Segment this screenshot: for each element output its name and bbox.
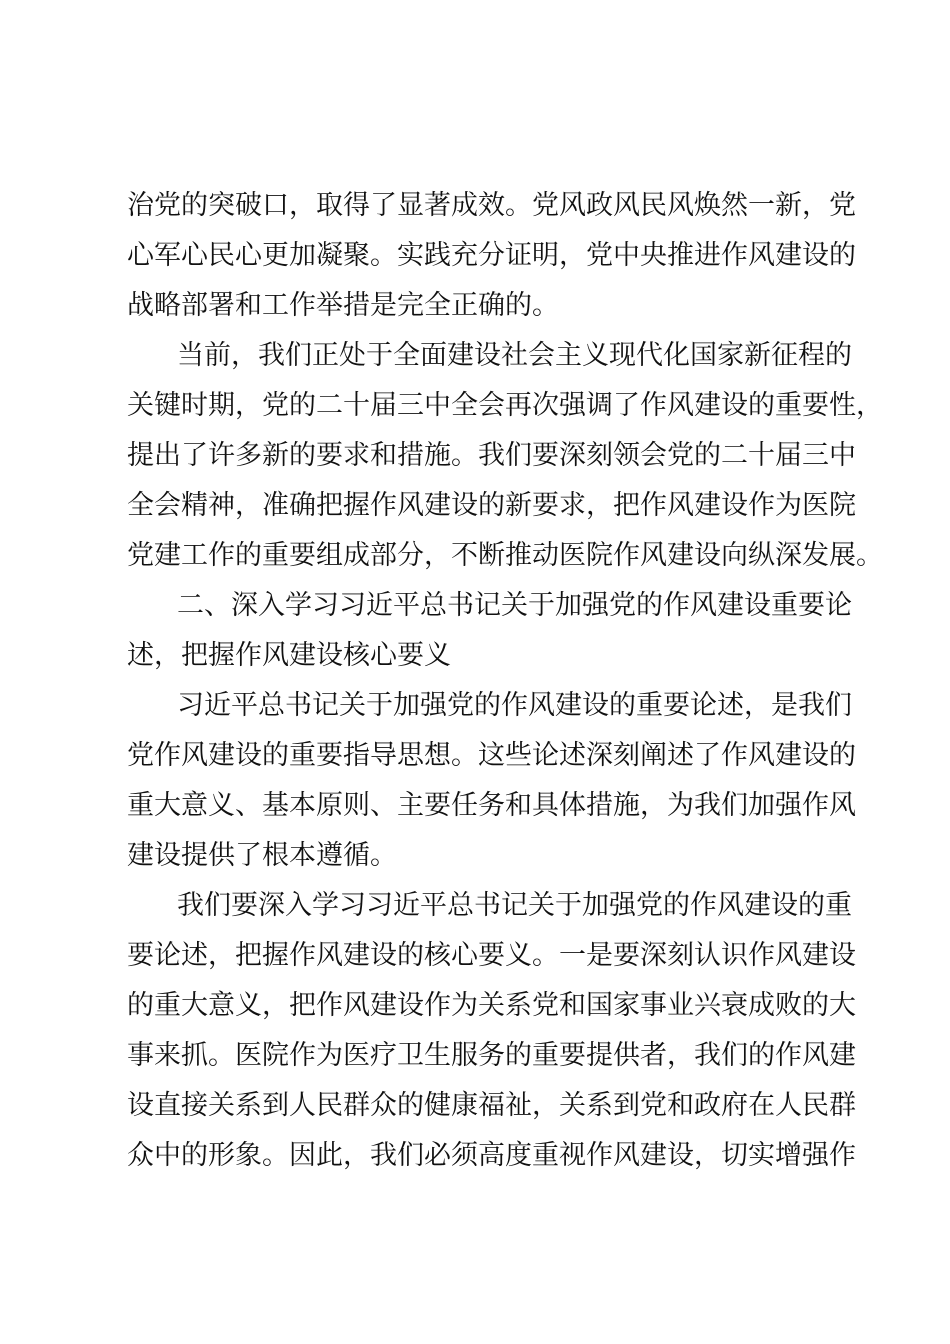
paragraph-start-line: 习近平总书记关于加强党的作风建设的重要论述，是我们 — [177, 690, 852, 721]
text-line: 要论述，把握作风建设的核心要义。一是要深刻认识作风建设 — [127, 940, 856, 971]
text-line: 心军心民心更加凝聚。实践充分证明，党中央推进作风建设的 — [127, 240, 856, 271]
paragraph-start-line: 当前，我们正处于全面建设社会主义现代化国家新征程的 — [177, 340, 852, 371]
text-line: 众中的形象。因此，我们必须高度重视作风建设，切实增强作 — [127, 1140, 856, 1171]
text-line: 事来抓。医院作为医疗卫生服务的重要提供者，我们的作风建 — [127, 1040, 856, 1071]
text-line: 治党的突破口，取得了显著成效。党风政风民风焕然一新，党 — [127, 190, 856, 221]
text-line: 提出了许多新的要求和措施。我们要深刻领会党的二十届三中 — [127, 440, 856, 471]
text-line: 重大意义、基本原则、主要任务和具体措施，为我们加强作风 — [127, 790, 856, 821]
section-heading-line: 二、深入学习习近平总书记关于加强党的作风建设重要论 — [177, 590, 852, 621]
text-line: 战略部署和工作举措是完全正确的。 — [127, 290, 559, 321]
section-heading-line: 述，把握作风建设核心要义 — [127, 640, 451, 671]
text-line: 党建工作的重要组成部分，不断推动医院作风建设向纵深发展。 — [127, 540, 883, 571]
text-line: 全会精神，准确把握作风建设的新要求，把作风建设作为医院 — [127, 490, 856, 521]
paragraph-start-line: 我们要深入学习习近平总书记关于加强党的作风建设的重 — [177, 890, 852, 921]
text-line: 建设提供了根本遵循。 — [127, 840, 397, 871]
document-body — [127, 181, 883, 1181]
text-line: 设直接关系到人民群众的健康福祉，关系到党和政府在人民群 — [127, 1090, 856, 1121]
text-line: 的重大意义，把作风建设作为关系党和国家事业兴衰成败的大 — [127, 990, 856, 1021]
text-line: 关键时期，党的二十届三中全会再次强调了作风建设的重要性， — [127, 390, 883, 421]
text-line: 党作风建设的重要指导思想。这些论述深刻阐述了作风建设的 — [127, 740, 856, 771]
